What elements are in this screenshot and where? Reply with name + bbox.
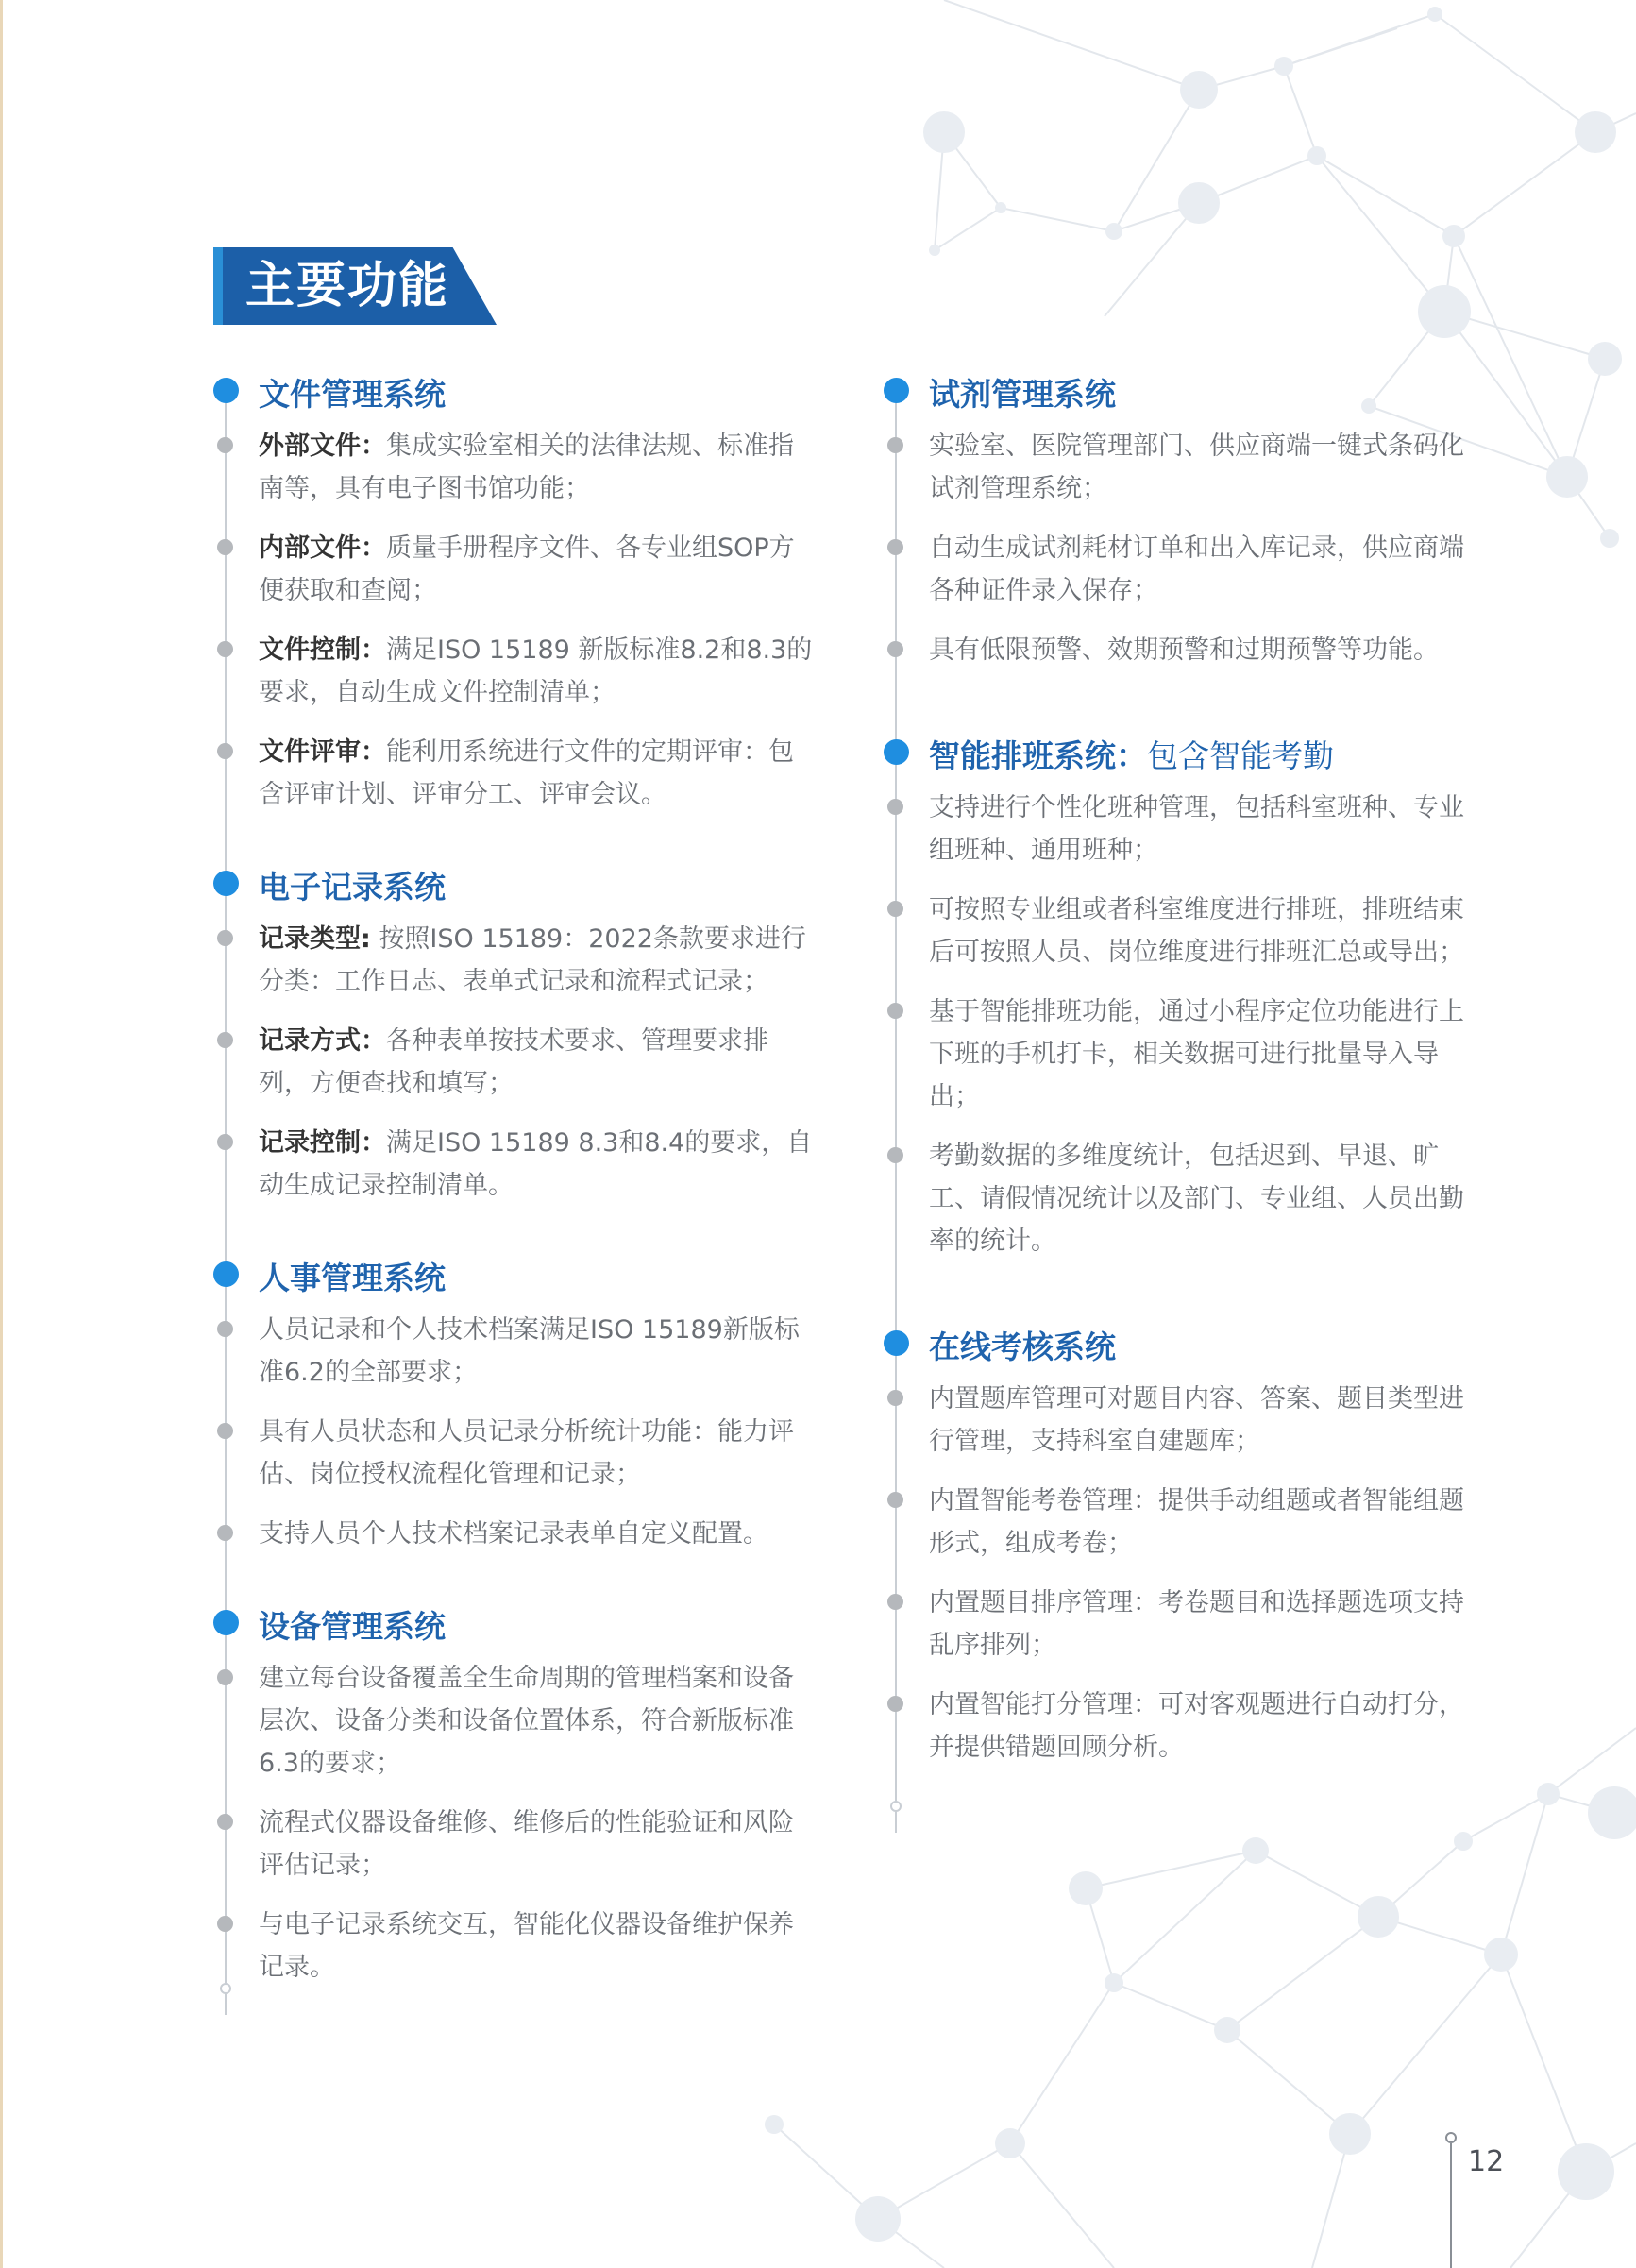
item-text: 内置智能打分管理：可对客观题进行自动打分，并提供错题回顾分析。 bbox=[929, 1690, 1464, 1762]
item-label: 记录方式： bbox=[259, 1026, 386, 1056]
list-item bbox=[213, 1802, 818, 1887]
bullet-icon bbox=[217, 1321, 233, 1337]
item-text: 具有低限预警、效期预警和过期预警等功能。 bbox=[929, 635, 1439, 665]
bullet-icon bbox=[887, 437, 903, 453]
list-item bbox=[213, 1411, 818, 1496]
bullet-icon bbox=[887, 1492, 903, 1508]
item-text: 基于智能排班功能，通过小程序定位功能进行上下班的手机打卡，相关数据可进行批量导入导出； bbox=[929, 997, 1464, 1111]
item-text: 与电子记录系统交互，智能化仪器设备维护保养记录。 bbox=[259, 1910, 794, 1982]
section-document-management bbox=[213, 359, 818, 816]
section-header bbox=[213, 852, 818, 918]
item-label: 外部文件： bbox=[259, 432, 386, 461]
section-title-text: 试剂管理系统 bbox=[929, 376, 1116, 413]
list-item bbox=[213, 425, 818, 510]
bullet-icon bbox=[217, 1916, 233, 1932]
section-dot-icon bbox=[213, 378, 239, 403]
list-item bbox=[884, 425, 1488, 510]
section-title: 设备管理系统 bbox=[259, 1608, 446, 1645]
section-title-suffix: 包含智能考勤 bbox=[1147, 737, 1334, 774]
item-text: 满足ISO 15189 8.3和8.4的要求，自动生成记录控制清单。 bbox=[259, 1128, 813, 1200]
section-title bbox=[929, 370, 1116, 415]
list-item bbox=[213, 918, 818, 1003]
bullet-icon bbox=[217, 539, 233, 555]
item-text: 质量手册程序文件、各专业组SOP方便获取和查阅； bbox=[259, 533, 795, 605]
page-number: 12 bbox=[1468, 2145, 1505, 2178]
list-item bbox=[884, 629, 1488, 671]
item-text: 实验室、医院管理部门、供应商端一键式条码化试剂管理系统； bbox=[929, 432, 1464, 503]
section-header bbox=[213, 1591, 818, 1657]
bullet-icon bbox=[887, 799, 903, 815]
section-header bbox=[213, 359, 818, 425]
item-text: 自动生成试剂耗材订单和出入库记录，供应商端各种证件录入保存； bbox=[929, 533, 1464, 605]
page-number-rule bbox=[1450, 2143, 1452, 2268]
item-text: 具有人员状态和人员记录分析统计功能：能力评估、岗位授权流程化管理和记录； bbox=[259, 1417, 794, 1489]
section-dot-icon bbox=[884, 378, 909, 403]
section-header bbox=[884, 359, 1488, 425]
bullet-icon bbox=[217, 1423, 233, 1439]
right-column bbox=[884, 359, 1488, 1786]
item-text: 集成实验室相关的法律法规、标准指南等，具有电子图书馆功能； bbox=[259, 432, 794, 503]
item-label: 记录控制： bbox=[259, 1128, 386, 1158]
item-text: 支持进行个性化班种管理，包括科室班种、专业组班种、通用班种； bbox=[929, 793, 1464, 865]
list-item bbox=[884, 1135, 1488, 1262]
page-title-banner bbox=[213, 247, 497, 325]
bullet-icon bbox=[887, 539, 903, 555]
item-text: 可按照专业组或者科室维度进行排班，排班结束后可按照人员、岗位维度进行排班汇总或导出； bbox=[929, 895, 1464, 967]
item-text: 按照ISO 15189：2022条款要求进行分类：工作日志、表单式记录和流程式记录； bbox=[259, 924, 806, 996]
list-item bbox=[213, 1657, 818, 1785]
list-item bbox=[213, 1309, 818, 1394]
bullet-icon bbox=[887, 1594, 903, 1610]
section-header bbox=[884, 720, 1488, 787]
bullet-icon bbox=[217, 1814, 233, 1830]
bullet-icon bbox=[217, 1032, 233, 1048]
section-online-assessment bbox=[884, 1312, 1488, 1769]
section-header bbox=[884, 1312, 1488, 1378]
list-item bbox=[884, 1378, 1488, 1463]
item-label: 记录类型: bbox=[259, 924, 371, 954]
section-smart-scheduling bbox=[884, 720, 1488, 1262]
section-title: 人事管理系统 bbox=[259, 1260, 446, 1296]
list-item bbox=[213, 629, 818, 714]
item-text: 满足ISO 15189 新版标准8.2和8.3的要求，自动生成文件控制清单； bbox=[259, 635, 813, 707]
page-title: 主要功能 bbox=[245, 258, 450, 314]
bullet-icon bbox=[887, 901, 903, 917]
section-title-text: 智能排班系统： bbox=[929, 737, 1147, 774]
bullet-icon bbox=[217, 437, 233, 453]
left-column bbox=[213, 359, 818, 2006]
bullet-icon bbox=[887, 641, 903, 657]
list-item bbox=[884, 1684, 1488, 1769]
bullet-icon bbox=[887, 1390, 903, 1406]
list-item bbox=[213, 1904, 818, 1989]
item-text: 人员记录和个人技术档案满足ISO 15189新版标准6.2的全部要求； bbox=[259, 1315, 800, 1387]
list-item bbox=[213, 1513, 818, 1555]
section-reagent-management bbox=[884, 359, 1488, 671]
bullet-icon bbox=[217, 1525, 233, 1541]
bullet-icon bbox=[217, 1134, 233, 1150]
section-dot-icon bbox=[884, 1330, 909, 1356]
list-item bbox=[884, 1582, 1488, 1667]
item-text: 支持人员个人技术档案记录表单自定义配置。 bbox=[259, 1519, 768, 1549]
bullet-icon bbox=[217, 743, 233, 759]
section-title bbox=[929, 1323, 1116, 1367]
bullet-icon bbox=[217, 641, 233, 657]
item-text: 各种表单按技术要求、管理要求排列，方便查找和填写； bbox=[259, 1026, 768, 1098]
item-text: 考勤数据的多维度统计，包括迟到、早退、旷工、请假情况统计以及部门、专业组、人员出勤率的统计。 bbox=[929, 1142, 1464, 1256]
item-text: 内置题库管理可对题目内容、答案、题目类型进行管理，支持科室自建题库； bbox=[929, 1384, 1464, 1456]
section-title: 文件管理系统 bbox=[259, 376, 446, 413]
item-text: 建立每台设备覆盖全生命周期的管理档案和设备层次、设备分类和设备位置体系，符合新版标准6.3的要求； bbox=[259, 1664, 794, 1778]
item-text: 内置题目排序管理：考卷题目和选择题选项支持乱序排列； bbox=[929, 1588, 1464, 1660]
bullet-icon bbox=[217, 1669, 233, 1685]
bullet-icon bbox=[887, 1147, 903, 1163]
item-text: 内置智能考卷管理：提供手动组题或者智能组题形式，组成考卷； bbox=[929, 1486, 1464, 1558]
section-header bbox=[213, 1243, 818, 1309]
section-dot-icon bbox=[213, 1610, 239, 1635]
list-item bbox=[213, 731, 818, 816]
list-item bbox=[213, 527, 818, 612]
list-item bbox=[884, 889, 1488, 973]
section-dot-icon bbox=[884, 739, 909, 765]
item-text: 能利用系统进行文件的定期评审：包含评审计划、评审分工、评审会议。 bbox=[259, 737, 794, 809]
section-title-text: 在线考核系统 bbox=[929, 1329, 1116, 1365]
list-item bbox=[884, 787, 1488, 872]
list-item bbox=[884, 990, 1488, 1118]
list-item bbox=[884, 1480, 1488, 1565]
section-title bbox=[929, 732, 1334, 776]
item-text: 流程式仪器设备维修、维修后的性能验证和风险评估记录； bbox=[259, 1808, 794, 1880]
item-label: 文件评审： bbox=[259, 737, 386, 767]
item-label: 内部文件： bbox=[259, 533, 386, 563]
section-personnel-management bbox=[213, 1243, 818, 1555]
list-item bbox=[213, 1122, 818, 1207]
section-electronic-records bbox=[213, 852, 818, 1207]
section-title: 电子记录系统 bbox=[259, 869, 446, 906]
section-dot-icon bbox=[213, 871, 239, 896]
bullet-icon bbox=[887, 1696, 903, 1712]
item-label: 文件控制： bbox=[259, 635, 386, 665]
section-equipment-management bbox=[213, 1591, 818, 1989]
bullet-icon bbox=[217, 930, 233, 946]
page-number-marker bbox=[1445, 2132, 1457, 2143]
section-dot-icon bbox=[213, 1261, 239, 1287]
bullet-icon bbox=[887, 1003, 903, 1019]
list-item bbox=[884, 527, 1488, 612]
list-item bbox=[213, 1020, 818, 1105]
right-timeline-end bbox=[890, 1801, 902, 1812]
